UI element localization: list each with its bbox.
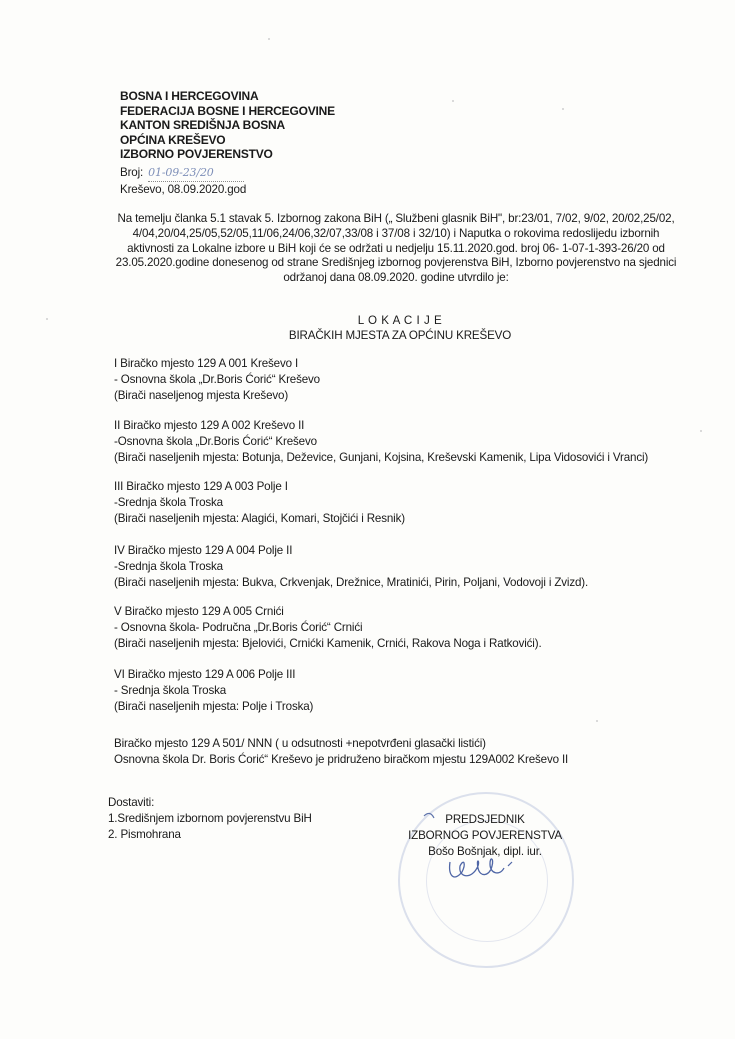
broj-label: Broj: xyxy=(120,166,144,179)
location-venue: -Srednja škola Troska xyxy=(114,560,223,574)
location-5 xyxy=(114,604,542,653)
location-voters: (Birači naseljenih mjesta: Polje i Troska) xyxy=(114,700,314,714)
location-heading: III Biračko mjesto 129 A 003 Polje I xyxy=(114,480,288,493)
signature-title-1: PREDSJEDNIK xyxy=(445,813,525,826)
header-block xyxy=(120,89,335,162)
intro-line: 23.05.2020.godine donesenog od strane Središnjeg izbornog povjerenstva BiH, Izborno povjerenstvo na sjednici xyxy=(115,256,677,270)
location-venue: -Osnovna škola „Dr.Boris Ćorić“ Kreševo xyxy=(114,435,317,449)
location-6 xyxy=(114,667,313,716)
delivery-item: 2. Pismohrana xyxy=(108,828,181,842)
location-venue: - Srednja škola Troska xyxy=(114,684,227,698)
header-country: BOSNA I HERCEGOVINA xyxy=(120,89,259,103)
location-4 xyxy=(114,543,588,592)
location-1 xyxy=(114,356,320,405)
title-line-2: BIRAČKIH MJESTA ZA OPĆINU KREŠEVO xyxy=(288,328,512,342)
header-federation: FEDERACIJA BOSNE I HERCEGOVINE xyxy=(120,103,335,118)
location-venue: -Srednja škola Troska xyxy=(114,496,223,510)
location-heading: V Biračko mjesto 129 A 005 Crnići xyxy=(114,605,284,618)
location-heading: IV Biračko mjesto 129 A 004 Polje II xyxy=(114,544,293,557)
document-title xyxy=(240,314,560,344)
intro-line: aktivnosti za Lokalne izbore u BiH koji će se održati u nedjelju 15.11.2020.god. broj 06- 1-07-1-393-26/20 od xyxy=(127,241,665,255)
location-3 xyxy=(114,479,405,528)
delivery-item: 1.Središnjem izbornom povjerenstvu BiH xyxy=(108,812,312,826)
location-heading: VI Biračko mjesto 129 A 006 Polje III xyxy=(114,668,296,681)
header-commission: IZBORNO POVJERENSTVO xyxy=(120,147,273,162)
delivery-block xyxy=(108,795,312,844)
title-line-1: L O K A C I J E xyxy=(357,314,443,327)
header-canton: KANTON SREDIŠNJA BOSNA xyxy=(120,118,285,133)
note-block xyxy=(114,736,568,768)
location-venue: - Osnovna škola „Dr.Boris Ćorić“ Kreševo xyxy=(114,373,320,387)
reference-number xyxy=(120,166,244,182)
header-municipality: OPĆINA KREŠEVO xyxy=(120,132,226,147)
note-line: Osnovna škola Dr. Boris Ćorić“ Kreševo je pridruženo biračkom mjestu 129A002 Kreševo II xyxy=(114,753,569,767)
signature-name: Bošo Bošnjak, dipl. iur. xyxy=(428,845,542,859)
location-voters: (Birači naseljenih mjesta: Alagići, Komari, Stojčići i Resnik) xyxy=(114,512,405,526)
handwritten-signature-icon xyxy=(420,806,540,888)
location-voters: (Birači naseljenih mjesta: Botunja, Deževice, Gunjani, Kojsina, Kreševski Kamenik, Lipa Vidosovići i Vranci) xyxy=(114,451,649,465)
location-heading: II Biračko mjesto 129 A 002 Kreševo II xyxy=(114,419,305,432)
place-date: Kreševo, 08.09.2020.god xyxy=(120,183,247,196)
intro-line: Na temelju članka 5.1 stavak 5. Izbornog zakona BiH („ Službeni glasnik BiH", br:23/01, 7/02, 9/02, 20/02,25/02, xyxy=(117,212,675,225)
location-heading: I Biračko mjesto 129 A 001 Kreševo I xyxy=(114,357,299,370)
intro-line: održanoj dana 08.09.2020. godine utvrdilo je: xyxy=(283,271,509,285)
location-voters: (Birači naseljenog mjesta Kreševo) xyxy=(114,389,289,403)
intro-paragraph xyxy=(106,212,686,286)
location-voters: (Birači naseljenih mjesta: Bukva, Crkvenjak, Drežnice, Mratinići, Pirin, Poljani, Vodovoji i Zvizd). xyxy=(114,576,589,590)
location-voters: (Birači naseljenih mjesta: Bjelovići, Crnićki Kamenik, Crnići, Rakova Noga i Ratkovići). xyxy=(114,637,542,651)
location-2 xyxy=(114,418,648,467)
delivery-heading: Dostaviti: xyxy=(108,796,155,809)
signature-title-2: IZBORNOG POVJERENSTVA xyxy=(408,829,562,843)
broj-handwritten: 01-09-23/20 xyxy=(148,166,244,182)
location-venue: - Osnovna škola- Područna „Dr.Boris Ćorić“ Crnići xyxy=(114,621,363,635)
note-line: Biračko mjesto 129 A 501/ NNN ( u odsutnosti +nepotvrđeni glasački listići) xyxy=(114,737,486,750)
intro-line: 4/04,20/04,25/05,52/05,11/06,24/06,32/07,33/08 i 37/08 i 32/10) i Naputka o rokovima redoslijedu izbornih xyxy=(132,226,660,240)
